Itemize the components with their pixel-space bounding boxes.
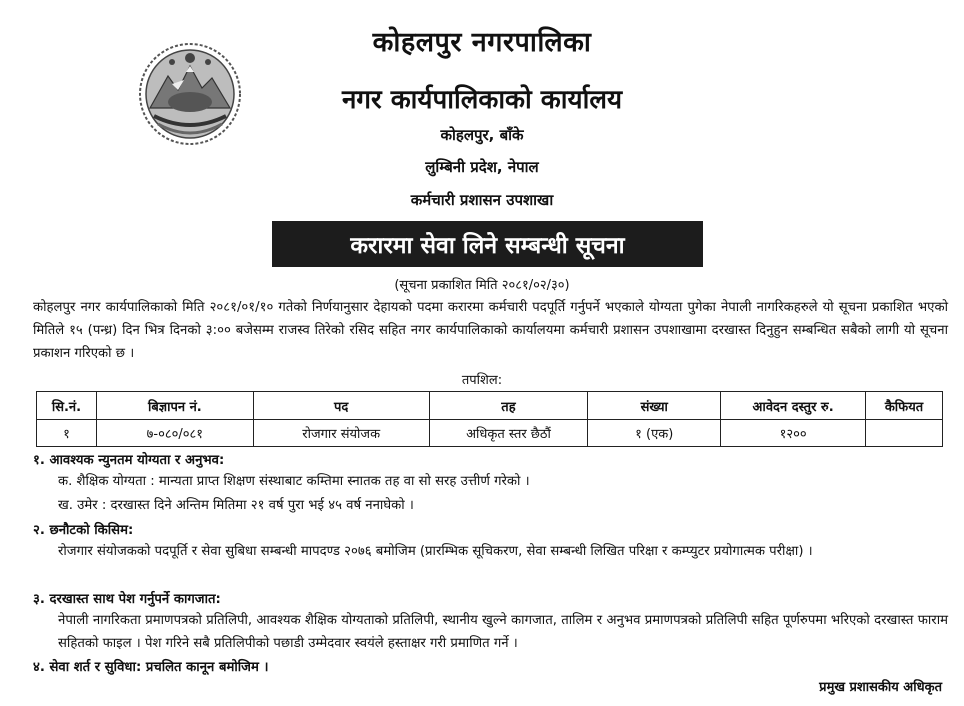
- cell-remarks: [866, 420, 943, 447]
- signatory: प्रमुख प्रशासकीय अधिकृत: [819, 680, 942, 695]
- cell-post: रोजगार संयोजक: [253, 420, 429, 447]
- cell-serial: १: [37, 420, 97, 447]
- table-row: [37, 420, 943, 447]
- municipality-name: कोहलपुर नगरपालिका: [372, 27, 592, 58]
- terms-title: ४. सेवा शर्त र सुविधा: प्रचलित कानून बमोजिम ।: [33, 660, 269, 675]
- col-header-count: संख्या: [588, 392, 721, 420]
- province: लुम्बिनी प्रदेश, नेपाल: [425, 158, 539, 176]
- intro-paragraph: कोहलपुर नगर कार्यपालिकाको मिति २०८१/०१/१० गतेको निर्णयानुसार देहायको पदमा करारमा कर्मचारी पदपूर्ति गर्नुपर्ने भएकाले योग्यता पुगेका नेपाली नागरिकहरुले यो सूचना प्रकाशित भएको मितिले १५ (पन्ध्र) दिन भित्र दिनको ३:०० बजेसम्म राजस्व तिरेको रसिद सहित नगर कार्यपालिकाको कार्यालयमा कर्मचारी प्रशासन उपशाखामा दरखास्त दिनुहुन सम्बन्धित सबैको लागी यो सूचना प्रकाशन गरिएको छ ।: [33, 300, 948, 361]
- col-header-level: तह: [429, 392, 588, 420]
- notice-title-banner: [272, 221, 703, 267]
- cell-fee: १२००: [721, 420, 866, 447]
- col-header-ad-number: बिज्ञापन नं.: [96, 392, 253, 420]
- documents-text: नेपाली नागरिकता प्रमाणपत्रको प्रतिलिपी, आवश्यक शैक्षिक योग्यताको प्रतिलिपी, स्थानीय खुल्ने कागजात, तालिम र अनुभव प्रमाणपत्रको प्रतिलिपी सहित पूर्णरुपमा भरिएको दरखास्त फाराम सहितको फाइल । पेश गरिने सबै प्रतिलिपीको पछाडी उम्मेदवार स्वयंले हस्ताक्षर गरी प्रमाणित गर्ने ।: [58, 613, 948, 651]
- col-header-remarks: कैफियत: [866, 392, 943, 420]
- cell-level: अधिकृत स्तर छैठौं: [429, 420, 588, 447]
- office-name: नगर कार्यपालिकाको कार्यालय: [341, 85, 623, 115]
- cell-ad-number: ७-०८०/०८१: [96, 420, 253, 447]
- publish-date: (सूचना प्रकाशित मिति २०८१/०२/३०): [394, 278, 570, 293]
- section-name: कर्मचारी प्रशासन उपशाखा: [410, 191, 554, 209]
- selection-title: २. छनौटको किसिम:: [33, 523, 134, 538]
- table-header-row: [37, 392, 943, 420]
- qualification-age: ख. उमेर : दरखास्त दिने अन्तिम मितिमा २१ वर्ष पुरा भई ४५ वर्ष ननाघेको ।: [58, 498, 414, 513]
- vacancy-table: [36, 391, 943, 447]
- details-label: तपशिल:: [461, 373, 503, 388]
- cell-count: १ (एक): [588, 420, 721, 447]
- col-header-post: पद: [253, 392, 429, 420]
- selection-text: रोजगार संयोजकको पदपूर्ति र सेवा सुबिधा सम्बन्धी मापदण्ड २०७६ बमोजिम (प्रारम्भिक सूचिकरण, सेवा सम्बन्धी लिखित परिक्षा र कम्प्युटर प्रयोगात्मक परीक्षा) ।: [58, 544, 813, 559]
- documents-title: ३. दरखास्त साथ पेश गर्नुपर्ने कागजात:: [33, 592, 221, 607]
- notice-title: करारमा सेवा लिने सम्बन्धी सूचना: [350, 233, 625, 259]
- qualification-education: क. शैक्षिक योग्यता : मान्यता प्राप्त शिक्षण संस्थाबाट कम्तिमा स्नातक तह वा सो सरह उत्तीर्ण गरेको ।: [58, 474, 530, 489]
- address: कोहलपुर, बाँके: [440, 126, 524, 144]
- qualification-title: १. आवश्यक न्युनतम योग्यता र अनुभव:: [33, 453, 225, 468]
- col-header-fee: आवेदन दस्तुर रु.: [721, 392, 866, 420]
- col-header-serial: सि.नं.: [37, 392, 97, 420]
